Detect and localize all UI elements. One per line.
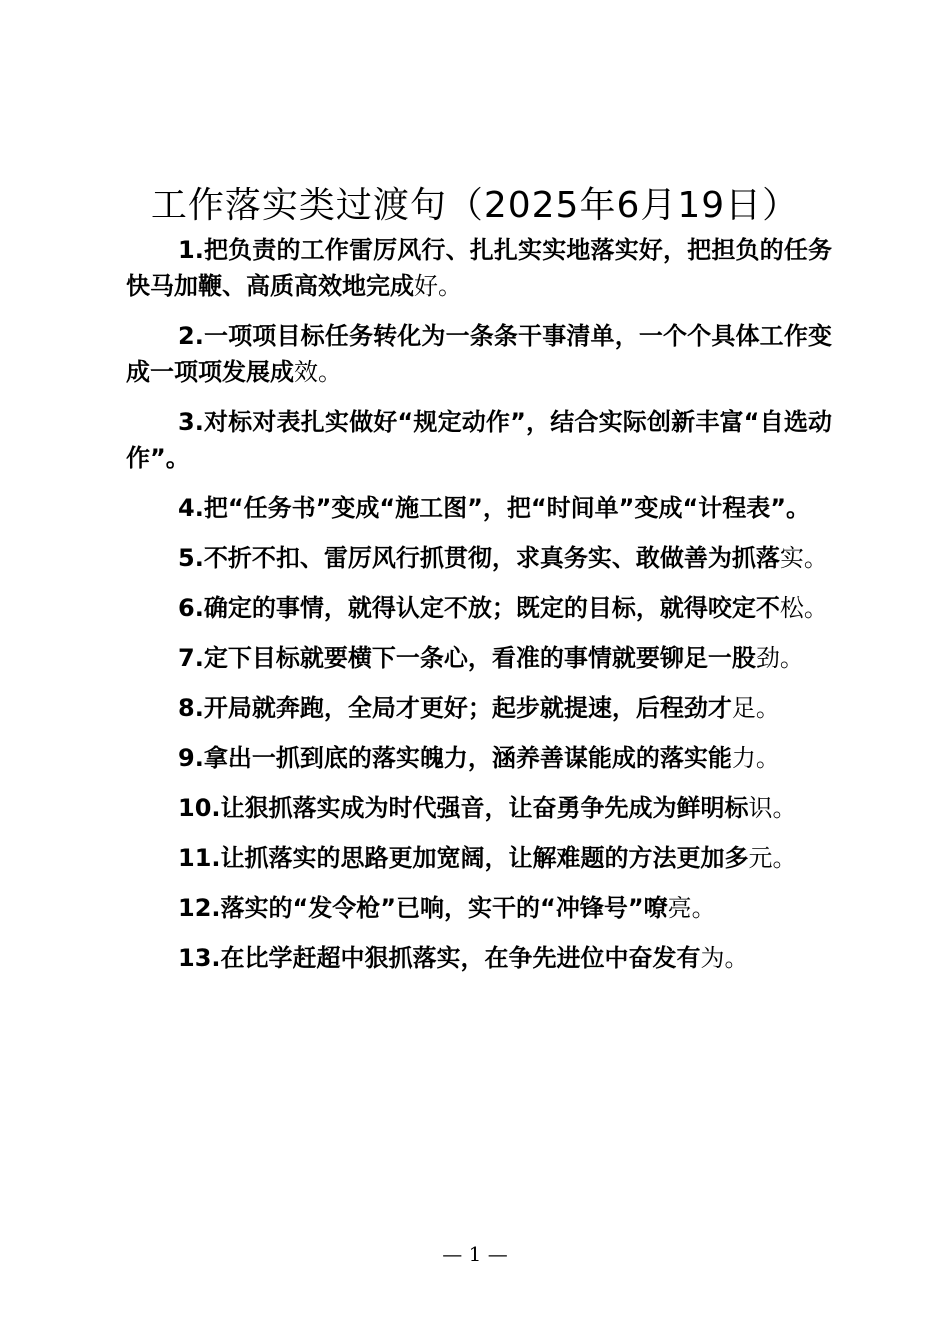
paragraph-tail: 识。 bbox=[748, 794, 797, 822]
paragraph-7 bbox=[126, 640, 832, 676]
paragraph-text: 7.定下目标就要横下一条心，看准的事情就要铆足一股 bbox=[178, 644, 756, 672]
paragraph-11 bbox=[126, 840, 832, 876]
paragraph-text: 1.把负责的工作雷厉风行、扎扎实实地落实好，把担负的任务快马加鞭、高质高效地完成 bbox=[126, 236, 832, 300]
paragraph-8 bbox=[126, 690, 832, 726]
paragraph-tail: 力。 bbox=[731, 744, 780, 772]
paragraph-4 bbox=[126, 490, 832, 526]
paragraph-2 bbox=[126, 318, 832, 390]
paragraph-9 bbox=[126, 740, 832, 776]
paragraph-tail: 为。 bbox=[700, 944, 749, 972]
paragraph-tail: 实。 bbox=[779, 544, 828, 572]
paragraph-tail: 元。 bbox=[748, 844, 797, 872]
paragraph-tail: 足。 bbox=[731, 694, 780, 722]
paragraph-text: 13.在比学赶超中狠抓落实，在争先进位中奋发有 bbox=[178, 944, 701, 972]
paragraph-12 bbox=[126, 890, 832, 926]
paragraph-5 bbox=[126, 540, 832, 576]
document-body bbox=[126, 232, 832, 990]
paragraph-text: 10.让狠抓落实成为时代强音，让奋勇争先成为鲜明标 bbox=[178, 794, 749, 822]
paragraph-text: 12.落实的“发令枪”已响，实干的“冲锋号”嘹 bbox=[178, 894, 668, 922]
paragraph-text: 8.开局就奔跑，全局才更好；起步就提速，后程劲才 bbox=[178, 694, 732, 722]
paragraph-tail: 好。 bbox=[414, 272, 462, 300]
paragraph-1 bbox=[126, 232, 832, 304]
paragraph-tail: 亮。 bbox=[667, 894, 716, 922]
page-number: — 1 — bbox=[442, 1242, 508, 1266]
document-title: 工作落实类过渡句（2025年6月19日） bbox=[150, 185, 800, 226]
paragraph-text: 6.确定的事情，就得认定不放；既定的目标，就得咬定不 bbox=[178, 594, 780, 622]
paragraph-3 bbox=[126, 404, 832, 476]
paragraph-text: 3.对标对表扎实做好“规定动作”，结合实际创新丰富“自选动作”。 bbox=[126, 408, 832, 472]
paragraph-tail: 松。 bbox=[779, 594, 828, 622]
paragraph-text: 11.让抓落实的思路更加宽阔，让解难题的方法更加多 bbox=[178, 844, 749, 872]
paragraph-13 bbox=[126, 940, 832, 976]
paragraph-tail: 效。 bbox=[294, 358, 342, 386]
paragraph-6 bbox=[126, 590, 832, 626]
paragraph-text: 9.拿出一抓到底的落实魄力，涵养善谋能成的落实能 bbox=[178, 744, 732, 772]
paragraph-text: 2.一项项目标任务转化为一条条干事清单，一个个具体工作变成一项项发展成 bbox=[126, 322, 832, 386]
paragraph-text: 4.把“任务书”变成“施工图”，把“时间单”变成“计程表”。 bbox=[178, 494, 811, 522]
paragraph-text: 5.不折不扣、雷厉风行抓贯彻，求真务实、敢做善为抓落 bbox=[178, 544, 780, 572]
paragraph-tail: 劲。 bbox=[755, 644, 804, 672]
paragraph-10 bbox=[126, 790, 832, 826]
